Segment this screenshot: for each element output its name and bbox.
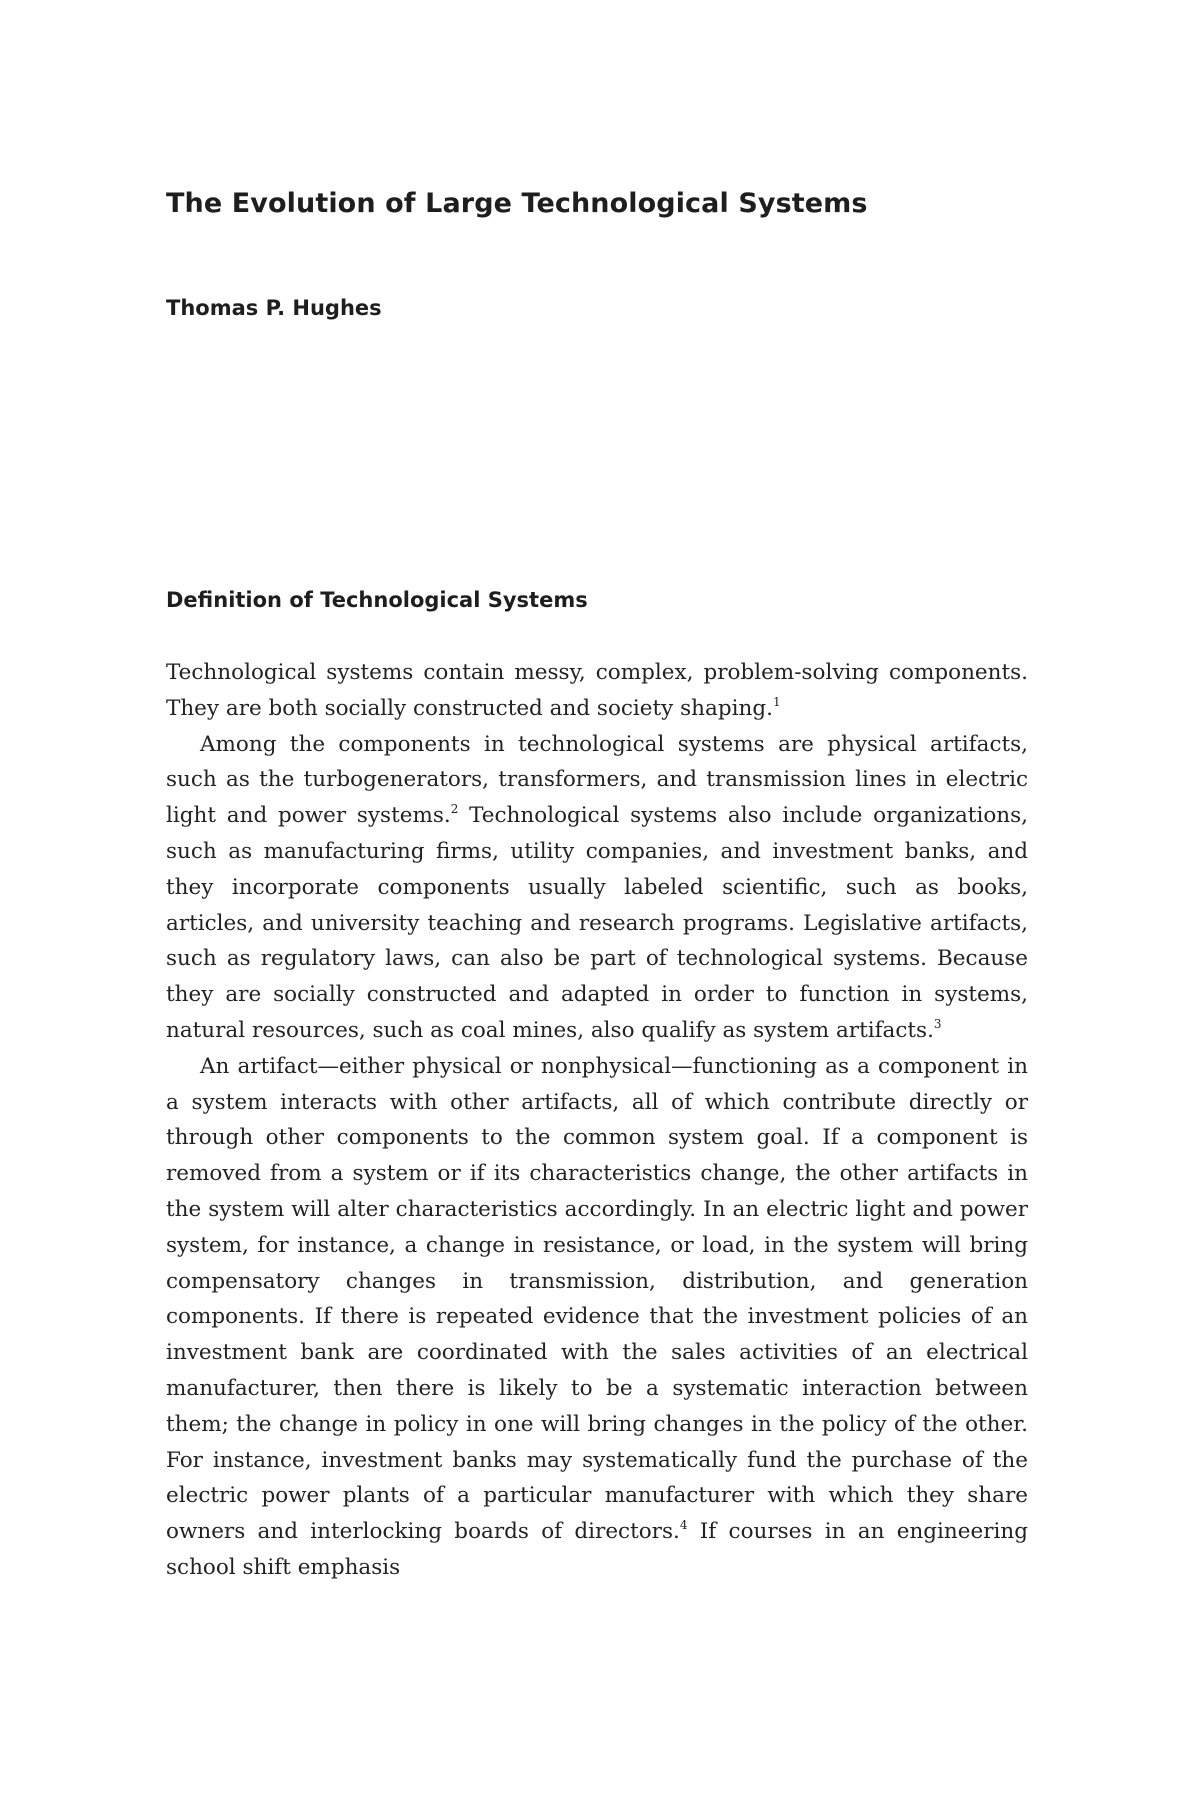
article-title: The Evolution of Large Technological Systems [166,188,868,219]
section-heading: Definition of Technological Systems [166,588,588,612]
paragraph-text: If courses in an engineering school shift emphasis [166,1519,1028,1580]
footnote-marker: 4 [679,1518,688,1533]
footnote-marker: 2 [450,802,459,817]
paragraph-2 [166,727,1028,1049]
footnote-marker: 1 [772,694,781,709]
article-author: Thomas P. Hughes [166,296,382,320]
paragraph-text: Among the components in technological systems are physical artifacts, such as the turbogenerators, transformers, and transmission lines in electric light and power systems. [166,731,1028,829]
document-page [166,0,1028,1800]
paragraph-1 [166,655,1028,727]
paragraph-text: An artifact—either physical or nonphysical—functioning as a component in a system interacts with other artifacts, all of which contribute directly or through other components to the common system goal. If a component is removed from a system or if its characteristics change, the other artifacts in the system will alter characteristics accordingly. In an electric light and power system, for instance, a change in resistance, or load, in the system will bring compensatory changes in transmission, distribution, and generation components. If there is repeated evidence that the investment policies of an investment bank are coordinated with the sales activities of an electrical manufacturer, then there is likely to be a systematic interaction between them; the change in policy in one will bring changes in the policy of the other. For instance, investment banks may systematically fund the purchase of the electric power plants of a particular manufacturer with which they share owners and interlocking boards of directors. [166,1053,1028,1545]
footnote-marker: 3 [933,1016,942,1031]
paragraph-3 [166,1049,1028,1586]
article-body [166,655,1028,1586]
paragraph-text: Technological systems also include organizations, such as manufacturing firms, utility companies, and investment banks, and they incorporate components usually labeled scientific, such as books, articles, and university teaching and research programs. Legislative artifacts, such as regulatory laws, can also be part of technological systems. Because they are socially constructed and adapted in order to function in systems, natural resources, such as coal mines, also qualify as system artifacts. [166,803,1028,1043]
paragraph-text: Technological systems contain messy, complex, problem-solving components. They are both socially constructed and society shaping. [166,660,1028,721]
